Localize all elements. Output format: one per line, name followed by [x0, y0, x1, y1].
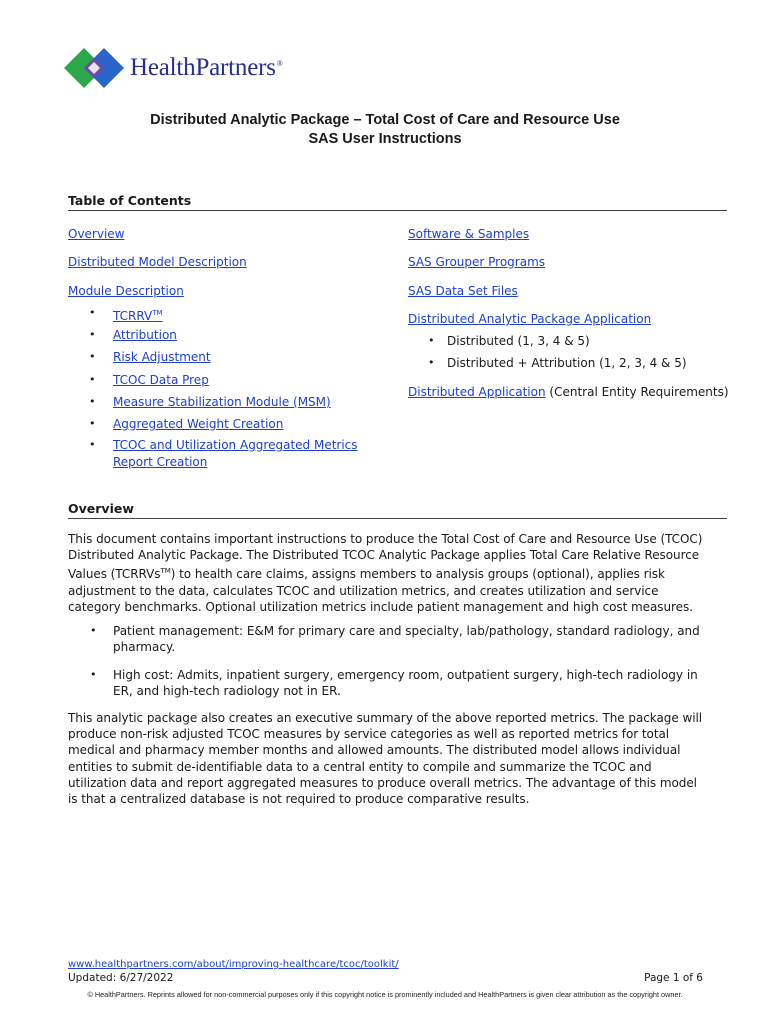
bullet-dot: • [89, 373, 96, 386]
toc-link-aggregated-metrics[interactable]: TCOC and Utilization Aggregated Metrics [113, 438, 358, 452]
overview-bullet-high-cost: High cost: Admits, inpatient surgery, emergency room, outpatient surgery, high-tech radiology in ER, and high-tech radiology not in ER. [113, 668, 698, 699]
logo-wordmark: HealthPartners® [130, 54, 283, 81]
title-line-2: SAS User Instructions [308, 131, 462, 147]
toc-link-aggregated-weight[interactable]: Aggregated Weight Creation [113, 417, 284, 431]
footer-toolkit-link[interactable]: www.healthpartners.com/about/improving-healthcare/tcoc/toolkit/ [68, 959, 399, 970]
bullet-dot: • [89, 306, 96, 319]
toc-link-data-set-files[interactable]: SAS Data Set Files [408, 284, 518, 298]
toc-left-column [68, 226, 388, 476]
footer-page-number: Page 1 of 6 [644, 972, 703, 984]
toc-right-column [408, 226, 738, 406]
toc-link-software-samples[interactable]: Software & Samples [408, 227, 530, 241]
overview-paragraph-2: This analytic package also creates an executive summary of the above reported metrics. The package will produce non-risk adjusted TCOC measures by service categories as well as reported metrics for total medical and pharmacy member months and allowed amounts. The distributed model allows individual entities to submit de-identifiable data to a central entity to compile and summarize the TCOC and utilization data and report aggregated measures to produce overall metrics. The advantage of this model is that a centralized database is not required to produce comparative results. [68, 711, 703, 807]
app-item-distributed: Distributed (1, 3, 4 & 5) [447, 334, 590, 348]
bullet-dot: • [89, 395, 96, 408]
title-line-1: Distributed Analytic Package – Total Cost of Care and Resource Use [150, 112, 620, 128]
bullet-dot: • [89, 438, 96, 451]
toc-heading: Table of Contents [68, 193, 727, 211]
footer-copyright: © HealthPartners. Reprints allowed for non-commercial purposes only if this copyright notice is prominently included and HealthPartners is given clear attribution as the copyright owner. [87, 990, 683, 999]
toc-link-module-description[interactable]: Module Description [68, 284, 184, 298]
healthpartners-logo [62, 44, 302, 92]
toc-link-model-description[interactable]: Distributed Model Description [68, 255, 247, 269]
overview-heading: Overview [68, 501, 727, 519]
logo-diamond-icon [62, 44, 126, 92]
footer-updated-date: Updated: 6/27/2022 [68, 972, 174, 984]
toc-link-grouper-programs[interactable]: SAS Grouper Programs [408, 255, 546, 269]
toc-link-tcoc-data-prep[interactable]: TCOC Data Prep [113, 373, 209, 387]
bullet-dot: • [89, 417, 96, 430]
toc-distributed-application-line: Distributed Application (Central Entity Requirements) [408, 385, 729, 399]
toc-link-msm[interactable]: Measure Stabilization Module (MSM) [113, 395, 331, 409]
toc-link-overview[interactable]: Overview [68, 227, 125, 241]
app-item-distributed-attribution: Distributed + Attribution (1, 2, 3, 4 & 5) [447, 356, 687, 370]
overview-bullet-patient-management: Patient management: E&M for primary care and specialty, lab/pathology, standard radiology, and pharmacy. [113, 624, 700, 655]
bullet-dot: • [90, 624, 97, 637]
bullet-dot: • [89, 350, 96, 363]
toc-link-attribution[interactable]: Attribution [113, 328, 177, 342]
toc-link-package-application[interactable]: Distributed Analytic Package Application [408, 312, 652, 326]
bullet-dot: • [428, 356, 435, 369]
toc-link-report-creation[interactable]: Report Creation [113, 455, 208, 469]
bullet-dot: • [89, 328, 96, 341]
toc-link-distributed-application[interactable]: Distributed Application [408, 385, 546, 399]
overview-paragraph-1: This document contains important instructions to produce the Total Cost of Care and Resource Use (TCOC) Distributed Analytic Package. The Distributed TCOC Analytic Package applies Total Care Relative Resource Values (TCRRVs™) to health care claims, assigns members to analysis groups (optional), applies risk adjustment to the data, calculates TCOC and utilization metrics, and creates utilization and service category benchmarks. Optional utilization metrics include patient management and high cost measures. [68, 532, 703, 614]
bullet-dot: • [90, 668, 97, 681]
document-title [0, 111, 770, 149]
toc-link-tcrrv[interactable]: TCRRV™ [113, 309, 163, 323]
toc-link-risk-adjustment[interactable]: Risk Adjustment [113, 350, 211, 364]
bullet-dot: • [428, 334, 435, 347]
